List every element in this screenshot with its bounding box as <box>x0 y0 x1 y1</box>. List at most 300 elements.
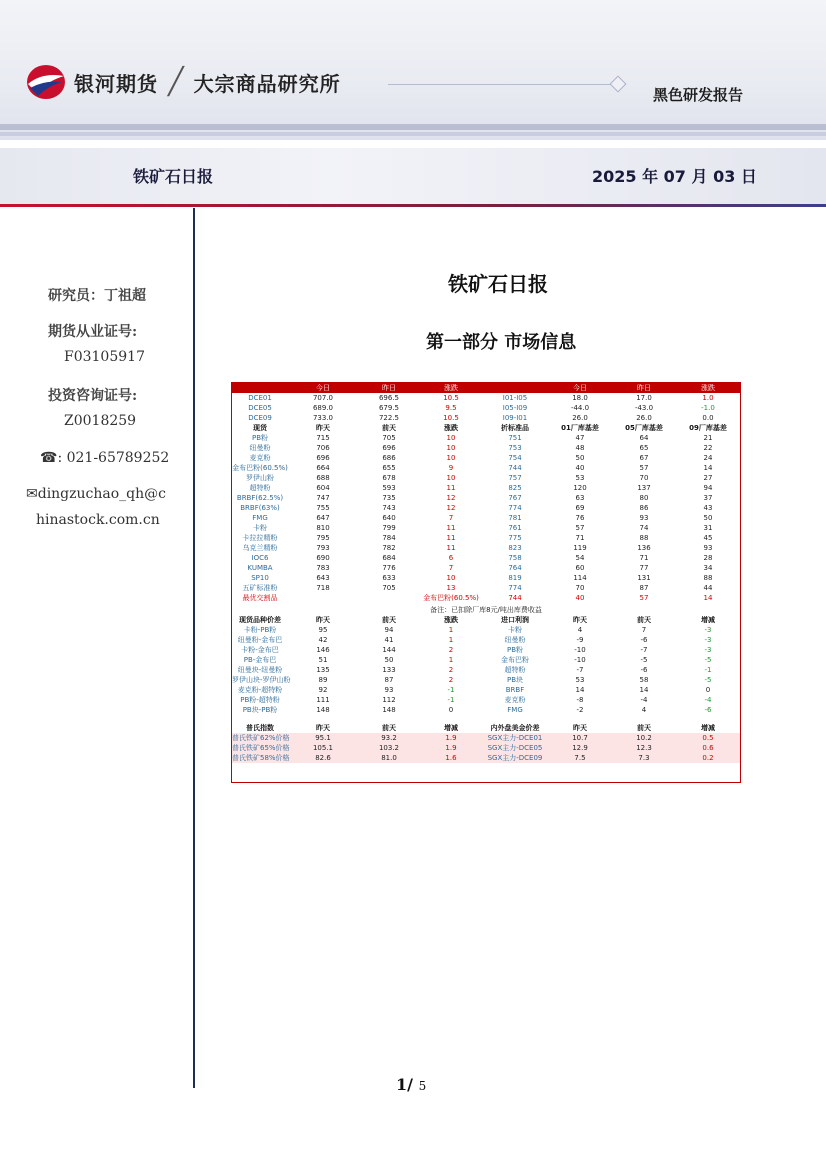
table-cell: -4 <box>704 696 712 704</box>
table-cell: 0.5 <box>702 734 714 742</box>
table-cell <box>288 593 358 603</box>
spread-row <box>232 705 740 715</box>
table-cell: 42 <box>318 636 328 644</box>
table-cell: 95.1 <box>315 734 331 742</box>
table-cell: 前天 <box>382 724 396 732</box>
table-cell: 783 <box>316 564 330 572</box>
table-cell: 11 <box>446 544 456 552</box>
table-cell: 689.0 <box>312 404 334 412</box>
table-cell: 昨天 <box>316 424 330 432</box>
spread-header-row <box>232 615 740 625</box>
table-cell: 2 <box>448 676 454 684</box>
table-cell: 0.2 <box>702 754 714 762</box>
table-cell: 01厂库基差 <box>561 424 599 432</box>
table-cell: 涨跌 <box>444 424 458 432</box>
table-cell: 涨跌 <box>444 384 458 392</box>
table-cell: 卡拉拉精粉 <box>242 534 278 542</box>
table-cell: 50 <box>703 514 713 522</box>
table-cell: -7 <box>640 646 648 654</box>
table-cell: 136 <box>637 544 651 552</box>
table-cell: I05-I09 <box>502 404 528 412</box>
table-cell: 686 <box>382 454 396 462</box>
table-cell: 1 <box>448 626 454 634</box>
table-cell: 751 <box>508 434 522 442</box>
table-cell: 昨日 <box>382 384 396 392</box>
table-cell: 604 <box>316 484 330 492</box>
table-cell: 86 <box>639 504 649 512</box>
table-cell: -44.0 <box>570 404 590 412</box>
table-cell: 684 <box>382 554 396 562</box>
table-cell: 41 <box>384 636 394 644</box>
table-cell: 87 <box>639 584 649 592</box>
table-cell: 696 <box>382 444 396 452</box>
table-cell: 金布巴粉 <box>501 656 529 664</box>
table-cell: 754 <box>508 454 522 462</box>
table-cell: SGX主力-DCE05 <box>487 744 543 752</box>
table-cell: BRBF(63%) <box>240 504 280 512</box>
table-cell: -1 <box>447 696 455 704</box>
table-cell: 81.0 <box>381 754 397 762</box>
table-cell: BRBF(62.5%) <box>236 494 284 502</box>
table-cell: 784 <box>382 534 396 542</box>
table-cell: 87 <box>384 676 394 684</box>
table-cell: 764 <box>508 564 522 572</box>
institute-name: 大宗商品研究所 <box>193 71 341 96</box>
table-cell: 799 <box>382 524 396 532</box>
table-cell: 148 <box>316 706 330 714</box>
table-cell: 18.0 <box>572 394 588 402</box>
table-cell: 五矿标准粉 <box>242 584 278 592</box>
table-cell: 690 <box>316 554 330 562</box>
table-cell: I09-I01 <box>502 414 528 422</box>
market-info-table <box>231 382 741 783</box>
table-cell: 64 <box>639 434 649 442</box>
page-total: 5 <box>418 1079 427 1093</box>
table-cell: 63 <box>575 494 585 502</box>
table-cell: 09厂库基差 <box>689 424 727 432</box>
table-cell: 743 <box>382 504 396 512</box>
table-cell <box>232 383 288 393</box>
table-cell: 655 <box>382 464 396 472</box>
table-cell: 120 <box>573 484 587 492</box>
sidebar-divider <box>193 208 195 1088</box>
table-cell: 05厂库基差 <box>625 424 663 432</box>
title-underline <box>0 204 826 207</box>
table-cell: 前天 <box>637 724 651 732</box>
table-cell: 普氏指数 <box>246 724 274 732</box>
email-line-1[interactable]: ✉dingzuchao_qh@c <box>26 486 166 502</box>
platts-row <box>232 743 740 753</box>
table-cell: 93.2 <box>381 734 397 742</box>
table-cell: 758 <box>508 554 522 562</box>
table-cell: 88 <box>639 534 649 542</box>
table-cell: 罗伊山块-罗伊山粉 <box>232 676 291 684</box>
table-cell: -8 <box>576 696 584 704</box>
table-cell: 26.0 <box>636 414 652 422</box>
table-cell: 679.5 <box>378 404 400 412</box>
table-cell: PB-金布巴 <box>243 656 277 664</box>
table-cell: 707.0 <box>312 394 334 402</box>
table-cell: 涨跌 <box>701 384 715 392</box>
table-cell: 135 <box>316 666 330 674</box>
table-cell: 7.3 <box>638 754 650 762</box>
table-cell: 26.0 <box>572 414 588 422</box>
table-cell: 普氏铁矿65%价格 <box>232 744 290 752</box>
table-cell: 82.6 <box>315 754 331 762</box>
spread-row <box>232 675 740 685</box>
table-cell: 10.5 <box>443 414 459 422</box>
table-cell: 71 <box>575 534 585 542</box>
report-type: 黑色研发报告 <box>653 86 744 104</box>
table-cell: 14 <box>703 464 713 472</box>
table-cell: PB块 <box>506 676 524 684</box>
spot-header-row <box>232 423 740 433</box>
table-cell: 1 <box>448 656 454 664</box>
table-cell: 50 <box>384 656 394 664</box>
table-cell: 34 <box>703 564 713 572</box>
table-cell: 60 <box>575 564 585 572</box>
table-cell: 卡粉-金布巴 <box>241 646 279 654</box>
table-cell: -5 <box>704 656 712 664</box>
table-cell: 93 <box>384 686 394 694</box>
table-cell: 48 <box>575 444 585 452</box>
table-cell: 144 <box>382 646 396 654</box>
table-cell: 94 <box>703 484 713 492</box>
table-cell: 增减 <box>701 724 715 732</box>
table-cell: 昨日 <box>637 384 651 392</box>
table-cell: 45 <box>703 534 713 542</box>
table-cell: 44 <box>703 584 713 592</box>
table-cell: 89 <box>318 676 328 684</box>
table-cell: 21 <box>703 434 713 442</box>
table-cell: -43.0 <box>634 404 654 412</box>
table-cell: 69 <box>575 504 585 512</box>
table-cell: 761 <box>508 524 522 532</box>
table-cell: 纽曼粉-金布巴 <box>237 636 283 644</box>
table-cell: 增减 <box>701 616 715 624</box>
table-cell: SP10 <box>251 574 269 582</box>
table-cell: 54 <box>575 554 585 562</box>
table-cell: 722.5 <box>378 414 400 422</box>
invest-cert-label: 投资咨询证号: <box>48 388 138 404</box>
table-cell: 14 <box>575 686 585 694</box>
table-cell: 9.5 <box>445 404 457 412</box>
table-cell: -3 <box>704 636 712 644</box>
table-cell: 146 <box>316 646 330 654</box>
invest-cert: Z0018259 <box>64 413 137 429</box>
table-cell: 前天 <box>637 616 651 624</box>
table-cell: -3 <box>704 646 712 654</box>
page-current: 1 <box>396 1075 408 1094</box>
header-stripe-2 <box>0 132 826 136</box>
table-cell: -6 <box>640 666 648 674</box>
researcher-name: 研究员：丁祖超 <box>48 288 146 304</box>
table-cell: 735 <box>382 494 396 502</box>
table-cell: 810 <box>316 524 330 532</box>
table-cell: DCE09 <box>248 414 272 422</box>
table-cell: 77 <box>639 564 649 572</box>
table-cell: 93 <box>639 514 649 522</box>
table-cell: 95 <box>318 626 328 634</box>
table-cell: 696.5 <box>378 394 400 402</box>
table-cell: 12.9 <box>572 744 588 752</box>
table-cell: 10.5 <box>443 394 459 402</box>
table-cell: 94 <box>384 626 394 634</box>
table-cell: 715 <box>316 434 330 442</box>
spread-row <box>232 645 740 655</box>
table-cell: 70 <box>575 584 585 592</box>
table-cell: -5 <box>640 656 648 664</box>
table-cell: -10 <box>574 646 586 654</box>
table-cell: 71 <box>639 554 649 562</box>
table-cell: 640 <box>382 514 396 522</box>
table-cell: 819 <box>508 574 522 582</box>
brand-name: 银河期货 <box>74 71 158 96</box>
table-cell: 进口利润 <box>501 616 529 624</box>
brand-logo <box>24 62 341 102</box>
table-cell: DCE05 <box>248 404 272 412</box>
table-cell: 现货 <box>253 424 267 432</box>
table-cell: 148 <box>382 706 396 714</box>
spot-row <box>232 503 740 513</box>
table-cell: 51 <box>318 656 328 664</box>
table-cell: IOC6 <box>251 554 269 562</box>
table-cell: 折标准品 <box>501 424 529 432</box>
table-cell: 昨天 <box>316 724 330 732</box>
table-cell: 688 <box>316 474 330 482</box>
title-band <box>0 148 826 204</box>
table-cell: 718 <box>316 584 330 592</box>
table-cell: 麦克粉 <box>504 696 526 704</box>
table-cell: -6 <box>704 706 712 714</box>
table-cell: 0.0 <box>702 414 714 422</box>
spot-row <box>232 553 740 563</box>
table-cell: 11 <box>446 484 456 492</box>
table-cell: 麦克粉 <box>249 454 271 462</box>
table-cell: 普氏铁矿58%价格 <box>232 754 290 762</box>
decor-diamond-icon <box>610 76 627 93</box>
table-cell: SGX主力-DCE09 <box>487 754 543 762</box>
email-line-2[interactable]: hinastock.com.cn <box>36 512 160 528</box>
table-cell: 7 <box>448 564 454 572</box>
table-cell: 最优交割品 <box>242 594 278 602</box>
table-cell: 40 <box>575 464 585 472</box>
main-title: 铁矿石日报 <box>448 272 548 296</box>
table-cell: -4 <box>640 696 648 704</box>
table-cell <box>482 383 548 393</box>
table-cell: 112 <box>382 696 396 704</box>
table-cell: 增减 <box>444 724 458 732</box>
table-cell: 111 <box>316 696 330 704</box>
table-cell: 罗伊山粉 <box>246 474 274 482</box>
table-cell: 795 <box>316 534 330 542</box>
table-cell: 涨跌 <box>444 616 458 624</box>
spot-row <box>232 543 740 553</box>
table-cell: 2 <box>448 646 454 654</box>
table-cell: 76 <box>575 514 585 522</box>
table-cell: 774 <box>508 584 522 592</box>
table-cell: 14 <box>703 594 713 602</box>
table-cell: 2 <box>448 666 454 674</box>
table-cell: 643 <box>316 574 330 582</box>
spot-row <box>232 473 740 483</box>
table-cell: I01-I05 <box>502 394 528 402</box>
table-cell: 7.5 <box>574 754 586 762</box>
futures-cert: F03105917 <box>64 349 145 365</box>
table-cell: 57 <box>639 464 649 472</box>
platts-header-row <box>232 723 740 733</box>
table-cell: 43 <box>703 504 713 512</box>
spot-row <box>232 463 740 473</box>
table-cell: 现货品种价差 <box>239 616 281 624</box>
table-cell: 93 <box>703 544 713 552</box>
table-cell: -1.0 <box>701 404 715 412</box>
table-cell: 卡粉 <box>253 524 267 532</box>
table-cell: 678 <box>382 474 396 482</box>
table-cell: SGX主力-DCE01 <box>487 734 543 742</box>
spot-row <box>232 573 740 583</box>
table-cell: 卡粉-PB粉 <box>243 626 277 634</box>
table-cell: -1 <box>704 666 712 674</box>
table-cell: DCE01 <box>248 394 272 402</box>
table-cell: 10 <box>446 454 456 462</box>
table-cell: 74 <box>639 524 649 532</box>
spread-row <box>232 625 740 635</box>
table-cell: 前天 <box>382 616 396 624</box>
spot-row <box>232 453 740 463</box>
table-cell: 28 <box>703 554 713 562</box>
table-cell: 昨天 <box>573 724 587 732</box>
table-cell: 92 <box>318 686 328 694</box>
spread-row <box>232 685 740 695</box>
table-cell: 53 <box>575 474 585 482</box>
table-cell: 金布巴粉(60.5%) <box>232 464 288 472</box>
section-title: 第一部分 市场信息 <box>426 332 577 353</box>
table-cell: -10 <box>574 656 586 664</box>
table-cell: 776 <box>382 564 396 572</box>
table-cell: 647 <box>316 514 330 522</box>
table-cell: 纽曼粉 <box>504 636 526 644</box>
table-cell: 755 <box>316 504 330 512</box>
table-cell: 10.7 <box>572 734 588 742</box>
futures-row <box>232 403 740 413</box>
table-cell: 麦克粉-超特粉 <box>237 686 283 694</box>
table-cell: 705 <box>382 584 396 592</box>
spot-row <box>232 513 740 523</box>
table-cell: 105.1 <box>312 744 334 752</box>
table-cell: 14 <box>639 686 649 694</box>
spot-row <box>232 493 740 503</box>
table-cell: 757 <box>508 474 522 482</box>
spot-row <box>232 533 740 543</box>
table-cell: 593 <box>382 484 396 492</box>
table-cell: KUMBA <box>247 564 273 572</box>
table-cell: 825 <box>508 484 522 492</box>
table-cell: 753 <box>508 444 522 452</box>
daily-title: 铁矿石日报 <box>133 167 214 186</box>
table-cell: 1 <box>448 636 454 644</box>
table-cell: 88 <box>703 574 713 582</box>
table-cell: 774 <box>508 504 522 512</box>
spread-row <box>232 695 740 705</box>
table-cell: 119 <box>573 544 587 552</box>
table-cell: 744 <box>508 464 522 472</box>
table-cell: 0 <box>705 686 711 694</box>
platts-row <box>232 733 740 743</box>
table-cell: 4 <box>641 706 647 714</box>
table-cell: -7 <box>576 666 584 674</box>
table-cell: 7 <box>448 514 454 522</box>
table-cell: 40 <box>575 594 585 602</box>
table-cell: 12 <box>446 504 456 512</box>
futures-cert-label: 期货从业证号: <box>48 324 138 340</box>
page-number: 1/ 5 <box>396 1075 427 1094</box>
table-cell: 今日 <box>316 384 330 392</box>
decor-line <box>388 84 618 85</box>
table-cell: 27 <box>703 474 713 482</box>
table-cell: 12.3 <box>636 744 652 752</box>
spread-row <box>232 635 740 645</box>
header-stripe <box>0 124 826 130</box>
table-cell: 0 <box>448 706 454 714</box>
table-cell: -1 <box>447 686 455 694</box>
table-cell: 昨天 <box>573 616 587 624</box>
table-cell: 11 <box>446 524 456 532</box>
cheapest-delivery-row <box>232 593 740 603</box>
table-cell: 706 <box>316 444 330 452</box>
spot-row <box>232 583 740 593</box>
table-cell: 22 <box>703 444 713 452</box>
table-cell: 普氏铁矿62%价格 <box>232 734 290 742</box>
report-date: 2025 年 07 月 03 日 <box>592 167 757 186</box>
table-cell: 超特粉 <box>504 666 526 674</box>
table-cell: FMG <box>252 514 268 522</box>
table-cell: FMG <box>507 706 523 714</box>
table-cell: PB粉 <box>251 434 269 442</box>
table-cell: -3 <box>704 626 712 634</box>
table-cell: 前天 <box>382 424 396 432</box>
table-cell: 10 <box>446 474 456 482</box>
table-cell: BRBF <box>505 686 525 694</box>
table-cell: PB粉 <box>506 646 524 654</box>
table-cell: 4 <box>577 626 583 634</box>
table-cell: 47 <box>575 434 585 442</box>
table-cell: 0.6 <box>702 744 714 752</box>
table-cell: PB块-PB粉 <box>242 706 278 714</box>
brand-divider: ╱ <box>168 67 184 97</box>
table-cell: 775 <box>508 534 522 542</box>
futures-header-row <box>232 383 740 393</box>
table-cell: 633 <box>382 574 396 582</box>
table-cell: 137 <box>637 484 651 492</box>
table-cell: -2 <box>576 706 584 714</box>
spot-row <box>232 433 740 443</box>
table-cell: 17.0 <box>636 394 652 402</box>
table-cell: 10 <box>446 574 456 582</box>
table-note: 备注：已扣除厂库8元/吨出库费收益 <box>430 606 542 614</box>
table-cell: 70 <box>639 474 649 482</box>
table-cell: 705 <box>382 434 396 442</box>
table-cell: 696 <box>316 454 330 462</box>
table-cell: 乌克兰精粉 <box>242 544 278 552</box>
table-cell: -5 <box>704 676 712 684</box>
spread-row <box>232 655 740 665</box>
table-cell: 782 <box>382 544 396 552</box>
table-cell: 31 <box>703 524 713 532</box>
table-cell: 10.2 <box>636 734 652 742</box>
table-cell: 53 <box>575 676 585 684</box>
phone: ☎: 021-65789252 <box>40 450 170 466</box>
